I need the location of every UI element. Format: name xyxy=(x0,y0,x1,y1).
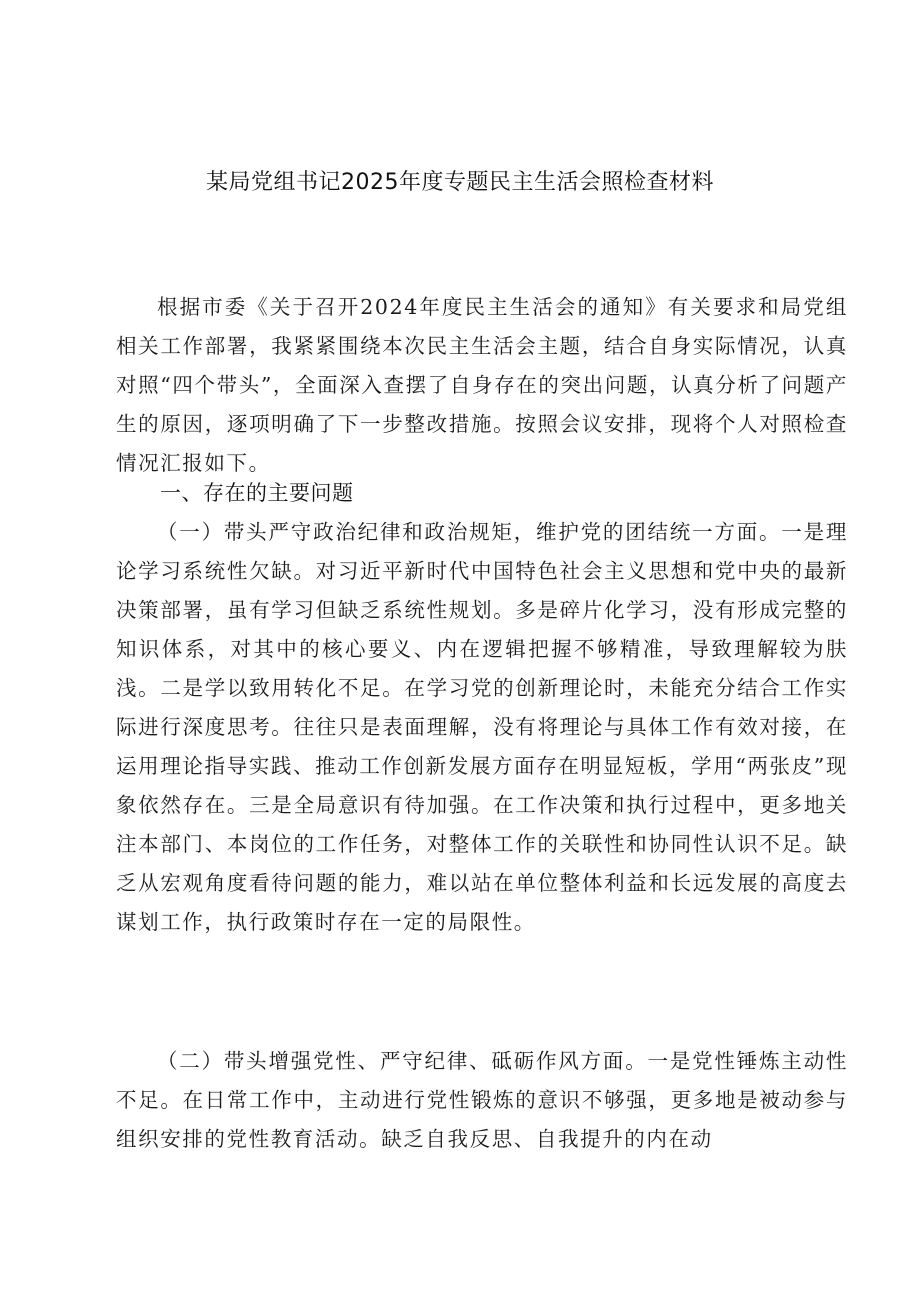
section-heading-main-problems: 一、存在的主要问题 xyxy=(160,481,354,505)
subsection-2-body: 一是党性锤炼主动性不足。在日常工作中，主动进行党性锻炼的意识不够强，更多地是被动参与组织安排的党性教育活动。缺乏自我反思、自我提升的内在动 xyxy=(116,1049,849,1151)
subsection-1-body: 一是理论学习系统性欠缺。对习近平新时代中国特色社会主义思想和党中央的最新决策部署，虽有学习但缺乏系统性规划。多是碎片化学习，没有形成完整的知识体系，对其中的核心要义、内在逻辑把握不够精准，导致理解较为肤浅。二是学以致用转化不足。在学习党的创新理论时，未能充分结合工作实际进行深度思考。往往只是表面理解，没有将理论与具体工作有效对接，在运用理论指导实践、推动工作创新发展方面存在明显短板，学用“两张皮”现象依然存在。三是全局意识有待加强。在工作决策和执行过程中，更多地关注本部门、本岗位的工作任务，对整体工作的关联性和协同性认识不足。缺乏从宏观角度看待问题的能力，难以站在单位整体利益和长远发展的高度去谋划工作，执行政策时存在一定的局限性。 xyxy=(116,520,848,934)
subsection-2-heading: （二）带头增强党性、严守纪律、砥砺作风方面。 xyxy=(157,1049,648,1073)
document-title: 某局党组书记2025年度专题民主生活会照检查材料 xyxy=(206,170,714,195)
intro-paragraph: 根据市委《关于召开2024年度民主生活会的通知》有关要求和局党组相关工作部署，我紧紧围绕本次民主生活会主题，结合自身实际情况，认真对照“四个带头”，全面深入查摆了自身存在的突出问题，认真分析了问题产生的原因，逐项明确了下一步整改措施。按照会议安排，现将个人对照检查情况汇报如下。 xyxy=(116,295,848,475)
subsection-1-heading: （一）带头严守政治纪律和政治规矩，维护党的团结统一方面。 xyxy=(157,520,782,544)
subsection-1-paragraph xyxy=(116,513,848,942)
subsection-2-paragraph xyxy=(116,1042,848,1159)
